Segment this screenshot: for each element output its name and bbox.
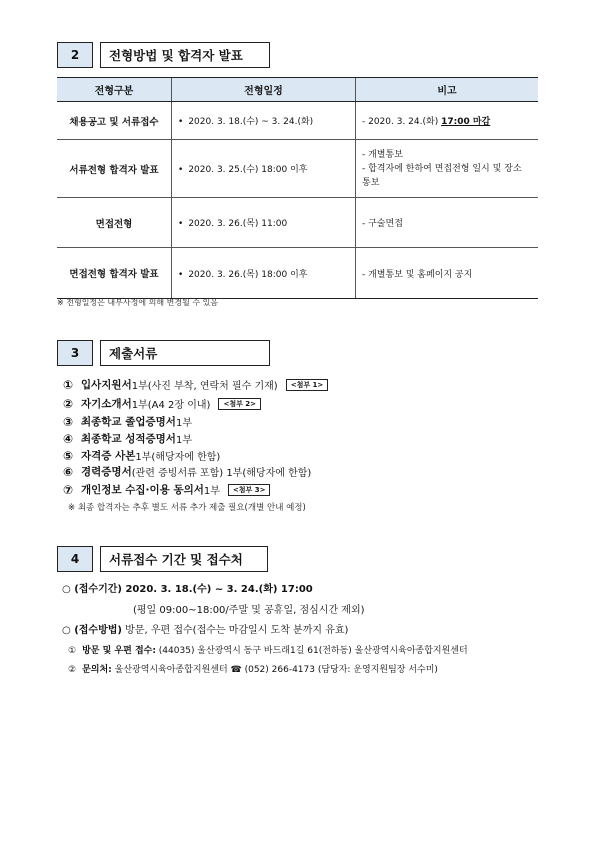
date-cell: • 2020. 3. 26.(목) 11:00 [172,198,356,248]
stage-cell: 서류전형 합격자 발표 [57,140,172,198]
section-title: 제출서류 [100,340,270,366]
document-item: ⑥ 경력증명서 (관련 증빙서류 포함) 1부(해당자에 한함) [63,464,312,479]
table-row [57,198,538,248]
stage-cell: 면접전형 [57,198,172,248]
section-title: 서류접수 기간 및 접수처 [100,546,268,572]
visit-line: ① 방문 및 우편 접수: (44035) 울산광역시 동구 바드래1길 61(전하동) 울산광역시육아종합지원센터 [68,646,468,656]
section-2-header [57,42,270,68]
document-item: ⑦ 개인정보 수집·이용 동의서 1부 <첨부 3> [63,482,270,497]
method-line: ○ (접수방법) 방문, 우편 접수(접수는 마감일시 도착 분까지 유효) [62,625,349,636]
document-item: ① 입사지원서 1부(사진 부착, 연락처 필수 기재) <첨부 1> [63,377,328,392]
section-4-header [57,546,268,572]
section-title: 전형방법 및 합격자 발표 [100,42,270,68]
section-number: 3 [57,340,93,366]
attachment-tag: <첨부 3> [228,484,271,496]
section-number: 2 [57,42,93,68]
document-item: ⑤ 자격증 사본 1부(해당자에 한함) [63,448,221,463]
schedule-table [57,77,538,299]
stage-cell: 채용공고 및 서류접수 [57,102,172,140]
submission-note: ※ 최종 합격자는 추후 별도 서류 추가 제출 필요(개별 안내 예정) [68,503,306,513]
date-cell: • 2020. 3. 18.(수) ~ 3. 24.(화) [172,102,356,140]
document-item: ② 자기소개서 1부(A4 2장 이내) <첨부 2> [63,396,261,411]
document-item: ③ 최종학교 졸업증명서 1부 [63,414,192,429]
date-cell: • 2020. 3. 25.(수) 18:00 이후 [172,140,356,198]
table-row [57,140,538,198]
table-row [57,102,538,140]
column-header: 전형일정 [172,78,356,102]
table-header-row [57,78,538,102]
column-header: 비고 [356,78,539,102]
stage-cell: 면접전형 합격자 발표 [57,248,172,299]
period-line: ○ (접수기간) 2020. 3. 18.(수) ~ 3. 24.(화) 17:00 [62,584,313,595]
attachment-tag: <첨부 1> [286,379,329,391]
schedule-footnote: ※ 전형일정은 내부사정에 의해 변경될 수 있음 [57,298,219,307]
date-cell: • 2020. 3. 26.(목) 18:00 이후 [172,248,356,299]
remark-cell: - 2020. 3. 24.(화) 17:00 마감 [356,102,539,140]
period-subline: (평일 09:00~18:00/주말 및 공휴일, 점심시간 제외) [133,605,365,616]
attachment-tag: <첨부 2> [218,398,261,410]
section-3-header [57,340,270,366]
deadline-emphasis: 17:00 마감 [441,117,491,127]
table-row [57,248,538,299]
remark-cell: - 개별통보 - 합격자에 한하여 면접전형 일시 및 장소 통보 [356,140,539,198]
section-number: 4 [57,546,93,572]
remark-cell: - 구술면접 [356,198,539,248]
contact-line: ② 문의처: 울산광역시육아종합지원센터 ☎ (052) 266-4173 (담당자: 운영지원팀장 서수미) [68,665,438,675]
document-item: ④ 최종학교 성적증명서 1부 [63,431,192,446]
column-header: 전형구분 [57,78,172,102]
remark-cell: - 개별통보 및 홈페이지 공지 [356,248,539,299]
